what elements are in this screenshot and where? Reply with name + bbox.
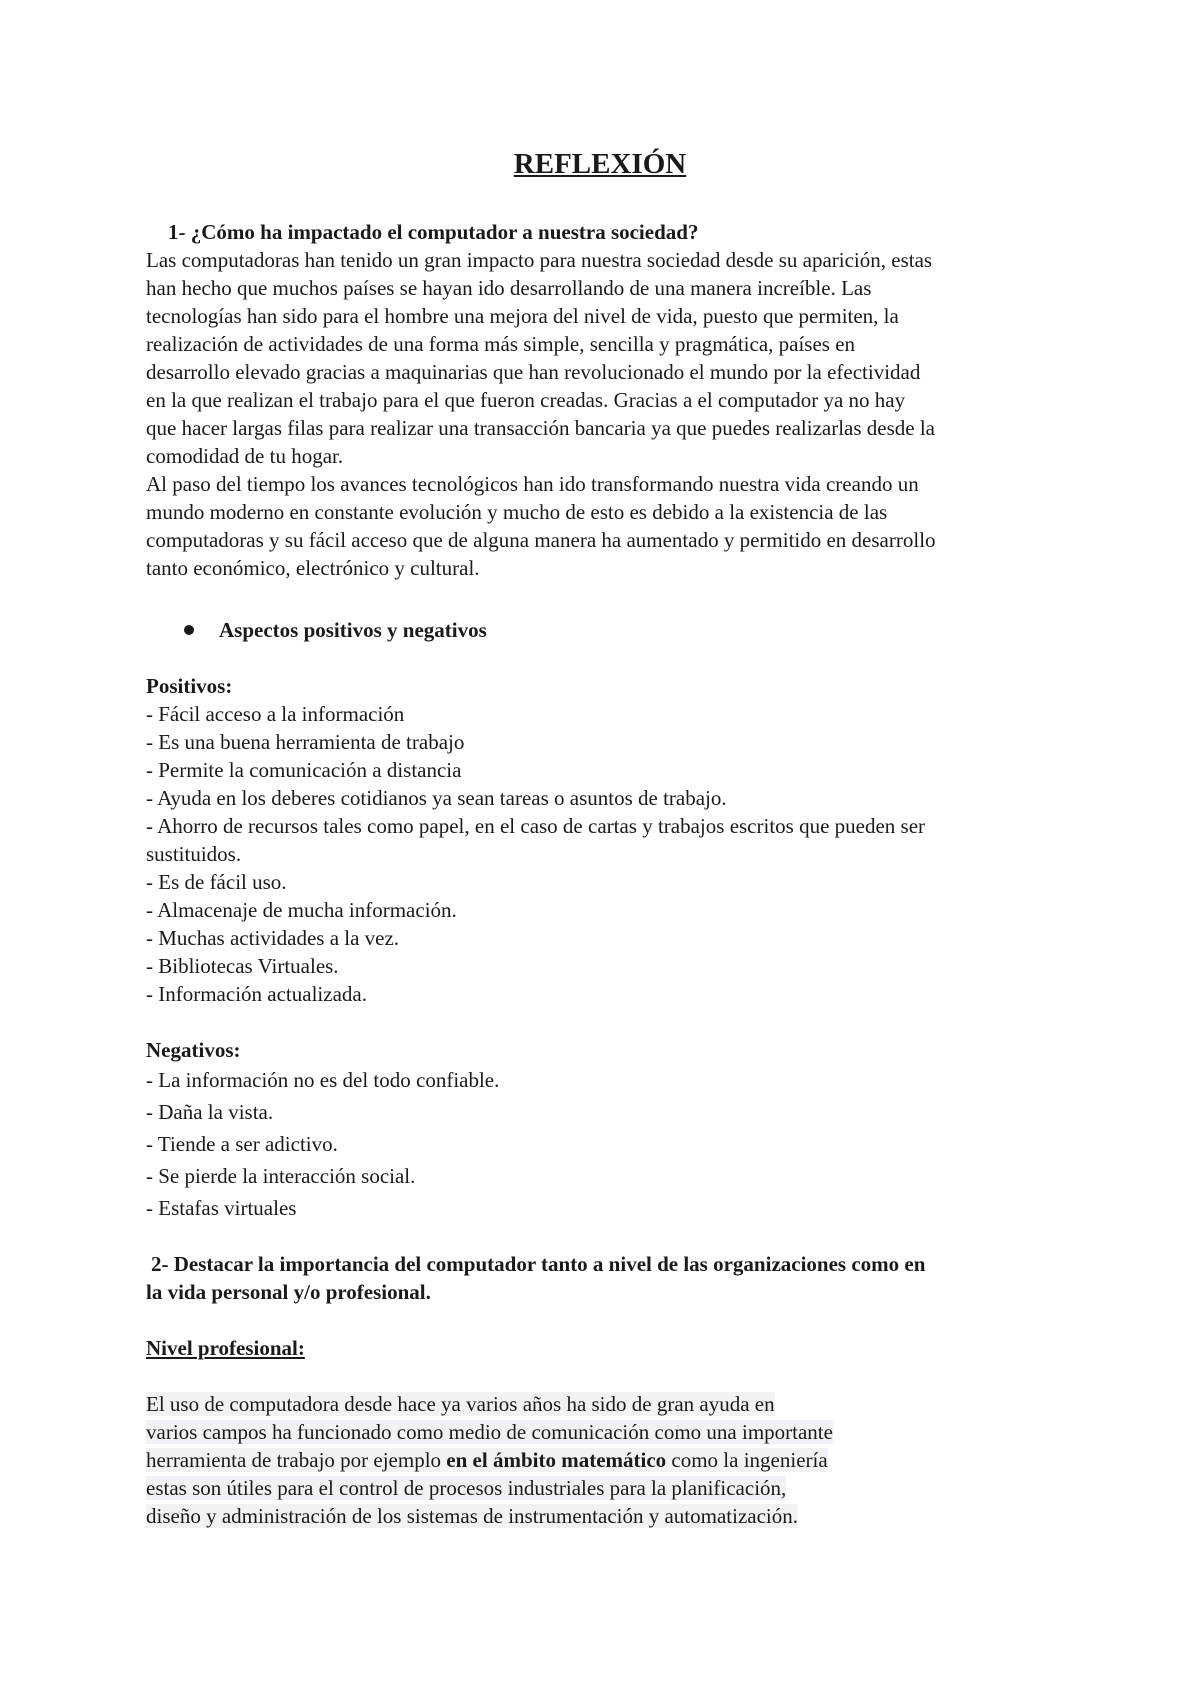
list-item: - Daña la vista. [146, 1100, 274, 1124]
text-segment: como la ingeniería [671, 1448, 828, 1472]
negativos-label: Negativos: [146, 1038, 241, 1062]
text-segment: herramienta de trabajo por ejemplo [146, 1448, 442, 1472]
list-item: - Tiende a ser adictivo. [146, 1132, 338, 1156]
text-line: desarrollo elevado gracias a maquinarias que han revolucionado el mundo por la efectividad [146, 360, 921, 384]
text-line: han hecho que muchos países se hayan ido desarrollando de una manera increíble. Las [146, 276, 872, 300]
heading-line: 2- Destacar la importancia del computador tanto a nivel de las organizaciones como en [151, 1252, 926, 1276]
text-line: estas son útiles para el control de procesos industriales para la planificación, [146, 1476, 787, 1500]
bold-phrase: en el ámbito matemático [446, 1448, 667, 1472]
text-line: diseño y administración de los sistemas de instrumentación y automatización. [146, 1504, 799, 1528]
list-item: - Es una buena herramienta de trabajo [146, 730, 465, 754]
text-line: que hacer largas filas para realizar una transacción bancaria ya que puedes realizarlas desde la [146, 416, 936, 440]
text-line: tanto económico, electrónico y cultural. [146, 556, 480, 580]
list-item: - Estafas virtuales [146, 1196, 297, 1220]
list-item: sustituidos. [146, 842, 242, 866]
heading-line: la vida personal y/o profesional. [146, 1280, 431, 1304]
bullet-heading: Aspectos positivos y negativos [219, 618, 487, 642]
positivos-label: Positivos: [146, 674, 233, 698]
text-line: realización de actividades de una forma más simple, sencilla y pragmática, países en [146, 332, 856, 356]
list-item: - Ayuda en los deberes cotidianos ya sean tareas o asuntos de trabajo. [146, 786, 727, 810]
list-item: - Ahorro de recursos tales como papel, en el caso de cartas y trabajos escritos que pueden ser [146, 814, 926, 838]
page-title: REFLEXIÓN [513, 148, 687, 180]
text-line: tecnologías han sido para el hombre una mejora del nivel de vida, puesto que permiten, la [146, 304, 899, 328]
text-line: Las computadoras han tenido un gran impacto para nuestra sociedad desde su aparición, estas [146, 248, 933, 272]
list-item: - La información no es del todo confiable. [146, 1068, 500, 1092]
text-line: en la que realizan el trabajo para el que fueron creadas. Gracias a el computador ya no hay [146, 388, 906, 412]
list-item: - Permite la comunicación a distancia [146, 758, 462, 782]
list-item: - Se pierde la interacción social. [146, 1164, 416, 1188]
text-line: mundo moderno en constante evolución y mucho de esto es debido a la existencia de las [146, 500, 888, 524]
list-item: - Información actualizada. [146, 982, 367, 1006]
text-line: comodidad de tu hogar. [146, 444, 344, 468]
bullet-icon [184, 625, 194, 635]
list-item: - Fácil acceso a la información [146, 702, 405, 726]
text-line: computadoras y su fácil acceso que de alguna manera ha aumentado y permitido en desarrollo [146, 528, 936, 552]
list-item: - Bibliotecas Virtuales. [146, 954, 339, 978]
list-item: - Es de fácil uso. [146, 870, 287, 894]
text-line: Al paso del tiempo los avances tecnológicos han ido transformando nuestra vida creando un [146, 472, 919, 496]
text-line: varios campos ha funcionado como medio de comunicación como una importante [146, 1420, 833, 1444]
text-line: El uso de computadora desde hace ya varios años ha sido de gran ayuda en [146, 1392, 775, 1416]
list-item: - Muchas actividades a la vez. [146, 926, 400, 950]
nivel-profesional-subheading: Nivel profesional: [146, 1336, 305, 1360]
question-1-heading: 1- ¿Cómo ha impactado el computador a nuestra sociedad? [168, 220, 699, 244]
list-item: - Almacenaje de mucha información. [146, 898, 457, 922]
